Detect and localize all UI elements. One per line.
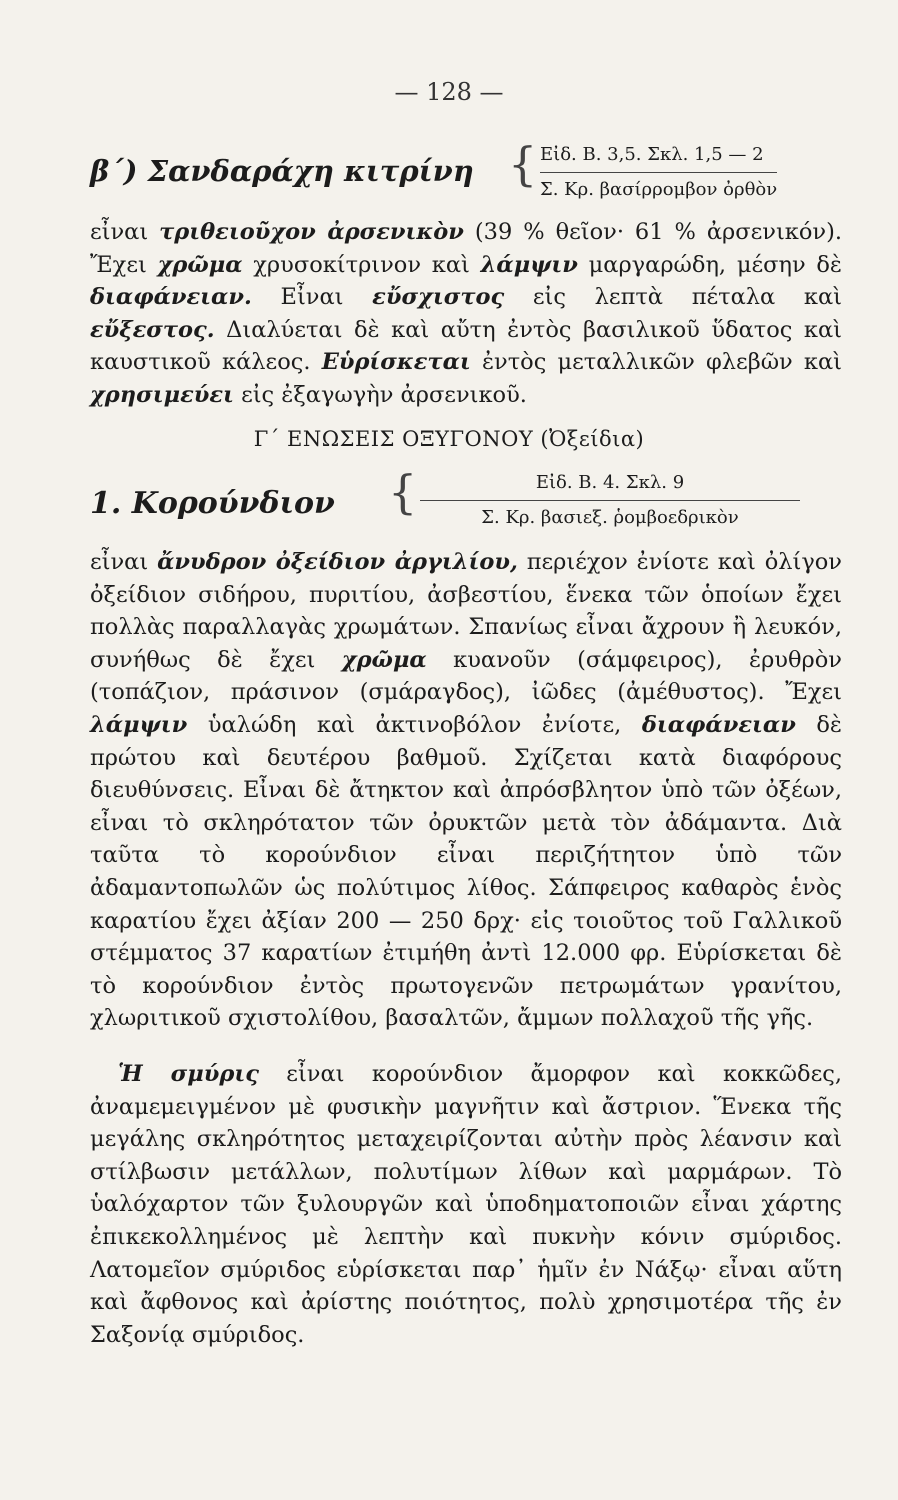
mineral-properties xyxy=(420,470,800,531)
properties-density-hardness: Εἰδ. Β. 3,5. Σκλ. 1,5 — 2 xyxy=(540,142,777,173)
brace: { xyxy=(388,465,418,519)
keyword: τριθειοῦχον ἀρσενικὸν xyxy=(159,219,464,245)
keyword: διαφάνειαν xyxy=(641,711,796,738)
brace: { xyxy=(508,137,538,191)
page-number: — 128 — xyxy=(394,78,504,106)
mineral-header-korundio xyxy=(90,465,830,528)
keyword: ἄνυδρον ὀξείδιον ἀργιλίου, xyxy=(157,549,518,575)
mineral-properties xyxy=(540,142,777,203)
section-heading: Γ΄ ΕΝΩΣΕΙΣ ΟΞΥΓΟΝΟΥ (Ὀξείδια) xyxy=(253,427,645,451)
keyword: λάμψιν xyxy=(90,711,188,738)
keyword: Εὑρίσκεται xyxy=(321,349,471,376)
keyword: λάμψιν xyxy=(480,251,578,278)
mineral-title: β΄) Σανδαράχη κιτρίνη xyxy=(90,154,474,188)
keyword: διαφάνειαν. xyxy=(90,284,252,311)
mineral-title: 1. Κορούνδιον xyxy=(90,486,335,521)
properties-density-hardness: Εἰδ. Β. 4. Σκλ. 9 xyxy=(420,470,800,501)
keyword: εὔξεστος. xyxy=(90,316,215,343)
properties-crystal-system: Σ. Κρ. βασίρρομβον ὀρθὸν xyxy=(540,179,778,200)
properties-crystal-system: Σ. Κρ. βασιεξ. ῥομβοεδρικὸν xyxy=(481,507,739,528)
paragraph-smyris: Ἡ σμύρις εἶναι κορούνδιον ἄμορφον καὶ κοκκῶδες, ἀναμεμειγμένον μὲ φυσικὴν μαγνῆτιν καὶ ἄστριον. Ἕνεκα τῆς μεγάλης σκληρότητος μεταχειρίζονται αὐτὴν πρὸς λέανσιν καὶ στίλβωσιν μετάλλων, πολυτίμων λίθων καὶ μαρμάρων. Τὸ ὑαλόχαρτον τῶν ξυλουργῶν καὶ ὑποδηματοποιῶν εἶναι χάρτης ἐπικεκολλημένος μὲ λεπτὴν καὶ πυκνὴν κόνιν σμύριδος. Λατομεῖον σμύριδος εὑρίσκεται παρ᾽ ἡμῖν ἐν Νάξῳ· εἶναι αὕτη καὶ ἄφθονος καὶ ἀρίστης ποιότητος, πολὺ χρησιμοτέρα τῆς ἐν Σαξονίᾳ σμύριδος. xyxy=(90,1061,842,1348)
keyword: χρῶμα xyxy=(157,251,243,278)
keyword: χρῶμα xyxy=(341,646,427,673)
paragraph-sandaraki: εἶναι τριθειοῦχον ἀρσενικὸν (39 % θεῖον· 61 % ἀρσενικόν). Ἔχει χρῶμα χρυσοκίτρινον καὶ λάμψιν μαργαρώδη, μέσην δὲ διαφάνειαν. Εἶναι εὔσχιστος εἰς λεπτὰ πέταλα καὶ εὔξεστος. Διαλύεται δὲ καὶ αὔτη ἐντὸς βασιλικοῦ ὕδατος καὶ καυστικοῦ κάλεος. Εὑρίσκεται ἐντὸς μεταλλικῶν φλεβῶν καὶ χρησιμεύει εἰς ἐξαγωγὴν ἀρσενικοῦ. xyxy=(90,219,843,408)
keyword: εὔσχιστος xyxy=(372,284,505,311)
keyword: χρησιμεύει xyxy=(90,381,234,408)
paragraph-korundio: εἶναι ἄνυδρον ὀξείδιον ἀργιλίου, περιέχον ἐνίοτε καὶ ὀλίγον ὀξείδιον σιδήρου, πυριτίου, ἀσβεστίου, ἕνεκα τῶν ὁποίων ἔχει πολλὰς παραλλαγὰς χρωμάτων. Σπανίως εἶναι ἄχρουν ἢ λευκόν, συνήθως δὲ ἔχει χρῶμα κυανοῦν (σάμφειρος), ἐρυθρὸν (τοπάζιον, πράσινον (σμάραγδος), ἰῶδες (ἀμέθυστος). Ἔχει λάμψιν ὑαλώδη καὶ ἀκτινοβόλον ἐνίοτε, διαφάνειαν δὲ πρώτου καὶ δευτέρου βαθμοῦ. Σχίζεται κατὰ διαφόρους διευθύνσεις. Εἶναι δὲ ἄτηκτον καὶ ἀπρόσβλητον ὑπὸ τῶν ὀξέων, εἶναι τὸ σκληρότατον τῶν ὀρυκτῶν μετὰ τὸν ἀδάμαντα. Διὰ ταῦτα τὸ κορούνδιον εἶναι περιζήτητον ὑπὸ τῶν ἀδαμαντοπωλῶν ὡς πολύτιμος λίθος. Σάπφειρος καθαρὸς ἑνὸς καρατίου ἔχει ἀξίαν 200 — 250 δρχ· εἰς τοιοῦτος τοῦ Γαλλικοῦ στέμματος 37 καρατίων ἐτιμήθη ἀντὶ 12.000 φρ. Εὑρίσκεται δὲ τὸ κορούνδιον ἐντὸς πρωτογενῶν πετρωμάτων γρανίτου, χλωριτικοῦ σχιστολίθου, βασαλτῶν, ἄμμων πολλαχοῦ τῆς γῆς. xyxy=(90,549,842,1032)
keyword: Ἡ σμύρις xyxy=(118,1061,259,1087)
mineral-header-sandaraki xyxy=(90,137,830,200)
